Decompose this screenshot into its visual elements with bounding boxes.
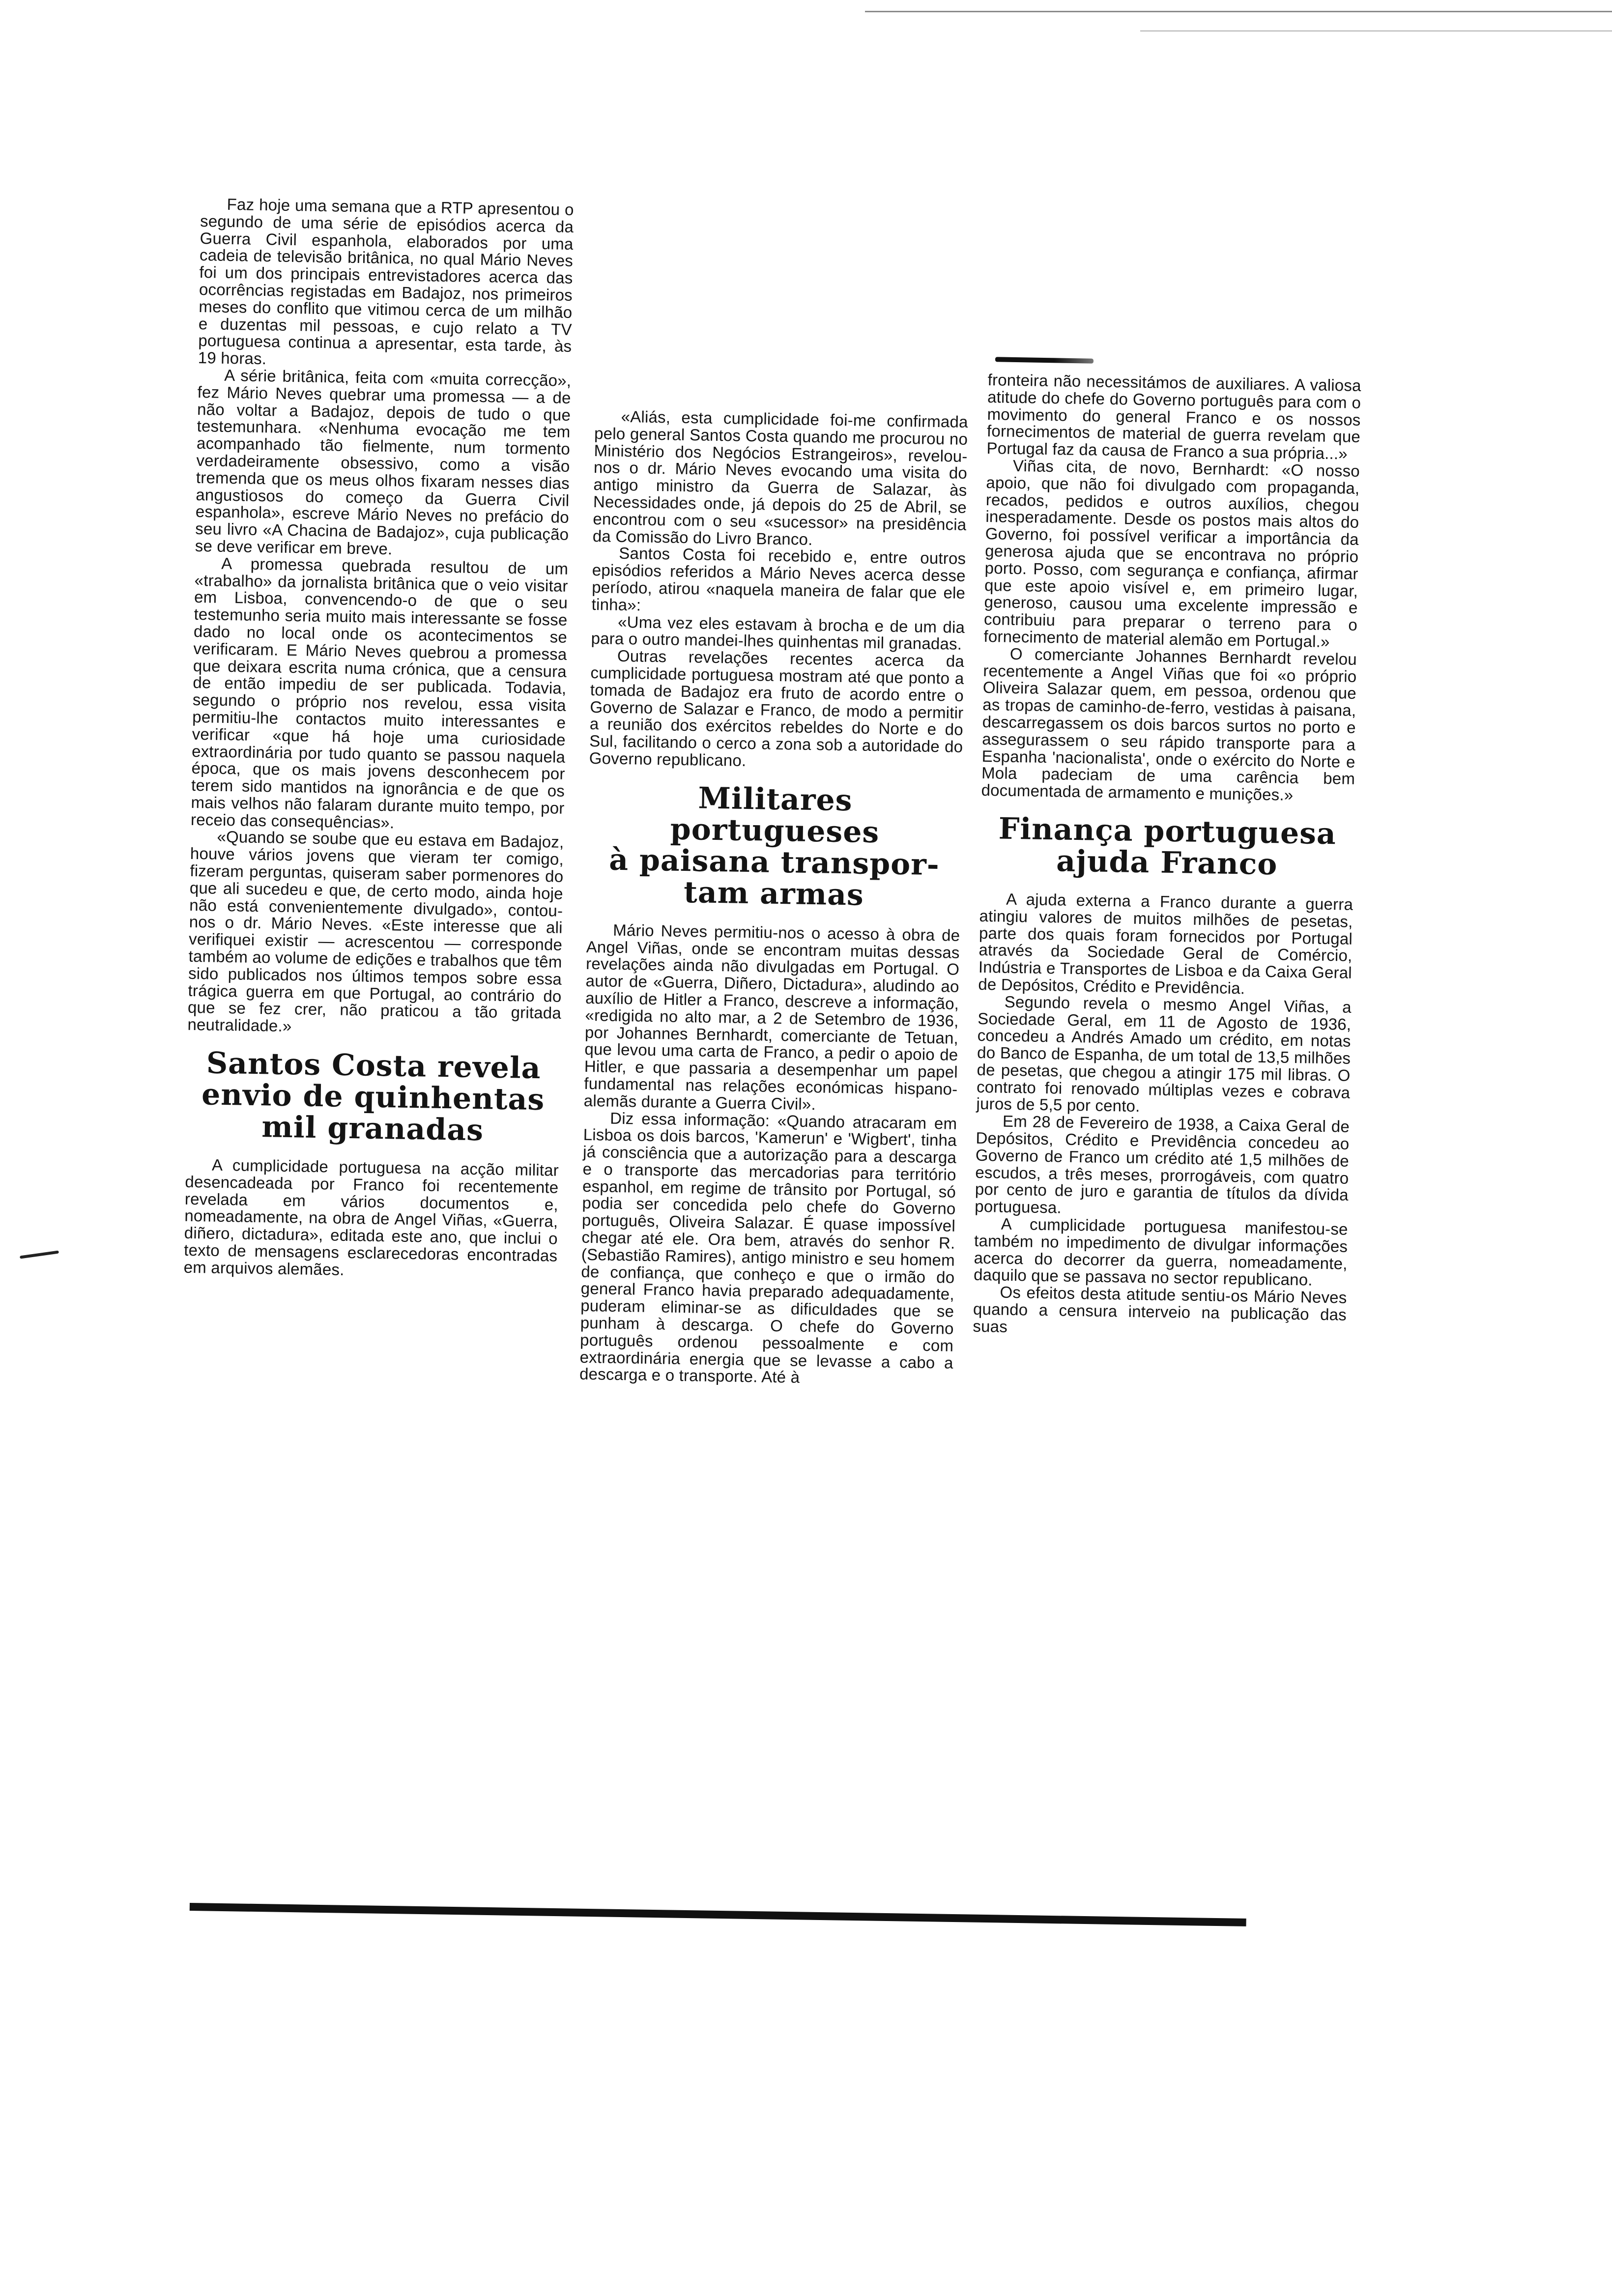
paragraph: A cumplicidade portuguesa manifestou-se também no impedimento de divulgar informações acerca do decorrer da guerra, nomeadamente, daquilo que se passava no sector republicano. bbox=[973, 1214, 1348, 1290]
margin-mark bbox=[20, 1250, 59, 1259]
article-column-2 bbox=[579, 408, 968, 1389]
paragraph: Em 28 de Fevereiro de 1938, a Caixa Geral de Depósitos, Crédito e Previdência concedeu ao Governo de Franco um crédito até 1,5 milhões de escudos, a três meses, prorrogáveis, com quatro por cento de juro e garantia de títulos da dívida portuguesa. bbox=[975, 1112, 1350, 1217]
paragraph: «Uma vez eles estavam à brocha e de um dia para o outro mandei-lhes quinhentas mil granadas. bbox=[591, 612, 965, 654]
paragraph: Outras revelações recentes acerca da cumplicidade portuguesa mostram até que ponto a tomada de Badajoz era fruto de acordo entre o Governo de Salazar e Franco, de modo a permitir a reunião dos exércitos rebeldes do Norte e do Sul, facilitando o cerco a zona sob a autoridade do Governo republicano. bbox=[589, 646, 965, 770]
subheadline-militares: Militares portugueses à paisana transpor- tam armas bbox=[608, 781, 940, 913]
paragraph: Viñas cita, de novo, Bernhardt: «O nosso apoio, que não foi divulgado com propaganda, recados, pedidos e outros auxílios, chegou inesperadamente. Desde os postos mais altos do Governo, foi possível verificar a importância da generosa ajuda que se encontrava no próprio porto. Posso, com segurança e confiança, afirmar que este apoio visível e, em primeiro lugar, generoso, causou uma excelente impressão e contribuiu para preparar o terreno para o fornecimento de material alemão em Portugal.» bbox=[983, 456, 1360, 651]
paragraph: «Quando se soube que eu estava em Badajoz, houve vários jovens que vieram ter comigo, fizeram perguntas, quiseram saber pormenores do que ali sucedeu e que, de certo modo, ainda hoje não está convenientemente divulgado», contou-nos o dr. Mário Neves. «Este interesse que ali verifiquei existir — acrescentou — corresponde também ao volume de edições e trabalhos que têm sido publicados nos últimos tempos sobre essa trágica guerra em que Portugal, ao contrário do que se fez crer, não praticou a tão gritada neutralidade.» bbox=[187, 828, 564, 1035]
paragraph: A promessa quebrada resultou de um «trabalho» da jornalista britânica que o veio visitar em Lisboa, convencendo-o de que o seu testemunho seria muito mais interessante se fosse dado no local onde os acontecimentos se verificaram. E Mário Neves quebrou a promessa que deixara escrita numa crónica, que a censura de então impediu de ser publicada. Todavia, segundo o próprio nos revelou, essa visita permitiu-lhe contactos muito interessantes e verificar «que há hoje uma curiosidade extraordinária por tudo quanto se passou naquela época, que os mais jovens desconhecem por terem sido mantidos na ignorância e de que os mais velhos não falaram durante muito tempo, por receio das consequências». bbox=[190, 554, 569, 832]
paragraph: Mário Neves permitiu-nos o acesso à obra de Angel Viñas, onde se encontram muitas dessas revelações ainda não divulgadas em Portugal. O autor de «Guerra, Diñero, Dictadura», aludindo ao auxílio de Hitler a Franco, descreve a informação, «redigida no alto mar, a 2 de Setembro de 1936, por Johannes Bernhardt, comerciante de Tetuan, que levou uma carta de Franco, a pedir o apoio de Hitler, e que passaria a desempenhar um papel fundamental nas relações económicas hispano-alemãs durante a Guerra Civil». bbox=[583, 920, 960, 1113]
paragraph: fronteira não necessitámos de auxiliares. A valiosa atitude do chefe do Governo português para com o movimento do general Franco e os nossos fornecimentos de material de guerra revelam que Portugal faz da causa de Franco a sua própria...» bbox=[986, 371, 1361, 463]
column-marker bbox=[995, 357, 1094, 363]
subheadline-santos-costa: Santos Costa revela envio de quinhentas mil granadas bbox=[201, 1046, 545, 1148]
paragraph: Os efeitos desta atitude sentiu-os Mário Neves quando a censura interveio na publicação das suas bbox=[973, 1283, 1347, 1336]
paragraph: A cumplicidade portuguesa na acção militar desencadeada por Franco foi recentemente revelada em vários documentos e, nomeadamente, na obra de Angel Viñas, «Guerra, diñero, dictadura», editada este ano, que inclui o texto de mensagens esclarecedoras encontradas em arquivos alemães. bbox=[183, 1155, 559, 1279]
subheadline-financa: Finança portuguesa ajuda Franco bbox=[998, 811, 1337, 882]
paragraph: A série britânica, feita com «muita correcção», fez Mário Neves quebrar uma promessa — a de não voltar a Badajoz, depois de tudo o que testemunhara. «Nenhuma evocação me tem acompanhado tão fielmente, num tormento verdadeiramente obsessivo, como a visão tremenda que os meus olhos fixaram nesses dias angustiosos do começo da Guerra Civil espanhola», escreve Mário Neves no prefácio do seu livro «A Chacina de Badajoz», cuja publicação se deve verificar em breve. bbox=[195, 366, 572, 558]
bottom-rule bbox=[190, 1903, 1246, 1926]
paragraph: Segundo revela o mesmo Angel Viñas, a Sociedade Geral, em 11 de Agosto de 1936, concedeu a Andrés Amado um crédito, em notas do Banco de Espanha, de um total de 13,5 milhões de pesetas, que chegou a atingir 175 mil libras. O contrato foi renovado múltiplas vezes e cobrava juros de 5,5 por cento. bbox=[976, 992, 1352, 1116]
article-column-3 bbox=[973, 372, 1361, 1341]
paragraph: Diz essa informação: «Quando atracaram em Lisboa os dois barcos, 'Kamerun' e 'Wigbert', tinha já consciência que a autorização para a descarga e o transporte das mercadorias para território espanhol, em regime de trânsito por Portugal, só podia ser concedida pelo chefe do Governo português, Oliveira Salazar. É quase impossível chegar até ele. Ora bem, através do senhor R. (Sebastião Ramires), antigo ministro e seu homem de confiança, que conheço e que o irmão do general Franco havia preparado adequadamente, puderam eliminar-se as dificuldades que se punham à descarga. O chefe do Governo português ordenou pessoalmente e com extraordinária energia que se levasse a cabo a descarga e o transporte. Até à bbox=[579, 1109, 957, 1387]
paragraph: A ajuda externa a Franco durante a guerra atingiu valores de muitos milhões de pesetas, parte dos quais foram fornecidos por Portugal através da Sociedade Geral de Comércio, Indústria e Transportes de Lisboa e da Caixa Geral de Depósitos, Crédito e Previdência. bbox=[978, 890, 1353, 998]
paragraph: «Aliás, esta cumplicidade foi-me confirmada pelo general Santos Costa quando me procurou no Ministério dos Negócios Estrangeiros», revelou-nos o dr. Mário Neves evocando uma visita do antigo ministro da Guerra de Salazar, às Necessidades onde, já depois do 25 de Abril, se encontrou com o seu «sucessor» na presidência da Comissão do Livro Branco. bbox=[592, 407, 968, 548]
scan-edge-line bbox=[865, 11, 1612, 12]
paragraph: O comerciante Johannes Bernhardt revelou recentemente a Angel Viñas que foi «o próprio Oliveira Salazar quem, em pessoa, ordenou que as tropas de caminho-de-ferro, vestidas à paisana, descarregassem os dois barcos surtos no porto e assegurassem o seu rápido transporte para a Espanha 'nacionalista', onde o exército do Norte e Mola padeciam de uma carência bem documentada de armamento e munições.» bbox=[981, 644, 1357, 804]
scan-edge-line-secondary bbox=[1140, 30, 1612, 31]
paragraph: Faz hoje uma semana que a RTP apresentou o segundo de uma série de episódios acerca da Guerra Civil espanhola, elaborados por uma cadeia de televisão britânica, no qual Mário Neves foi um dos principais entrevistadores acerca das ocorrências registadas em Badajoz, nos primeiros meses do conflito que vitimou cerca de um milhão e duzentas mil pessoas, e cujo relato a TV portuguesa continua a apresentar, esta tarde, às 19 horas. bbox=[198, 195, 574, 368]
article-column-1 bbox=[183, 196, 574, 1282]
paragraph: Santos Costa foi recebido e, entre outros episódios referidos a Mário Neves acerca desse período, atirou «naquela maneira de falar que ele tinha»: bbox=[591, 544, 966, 614]
